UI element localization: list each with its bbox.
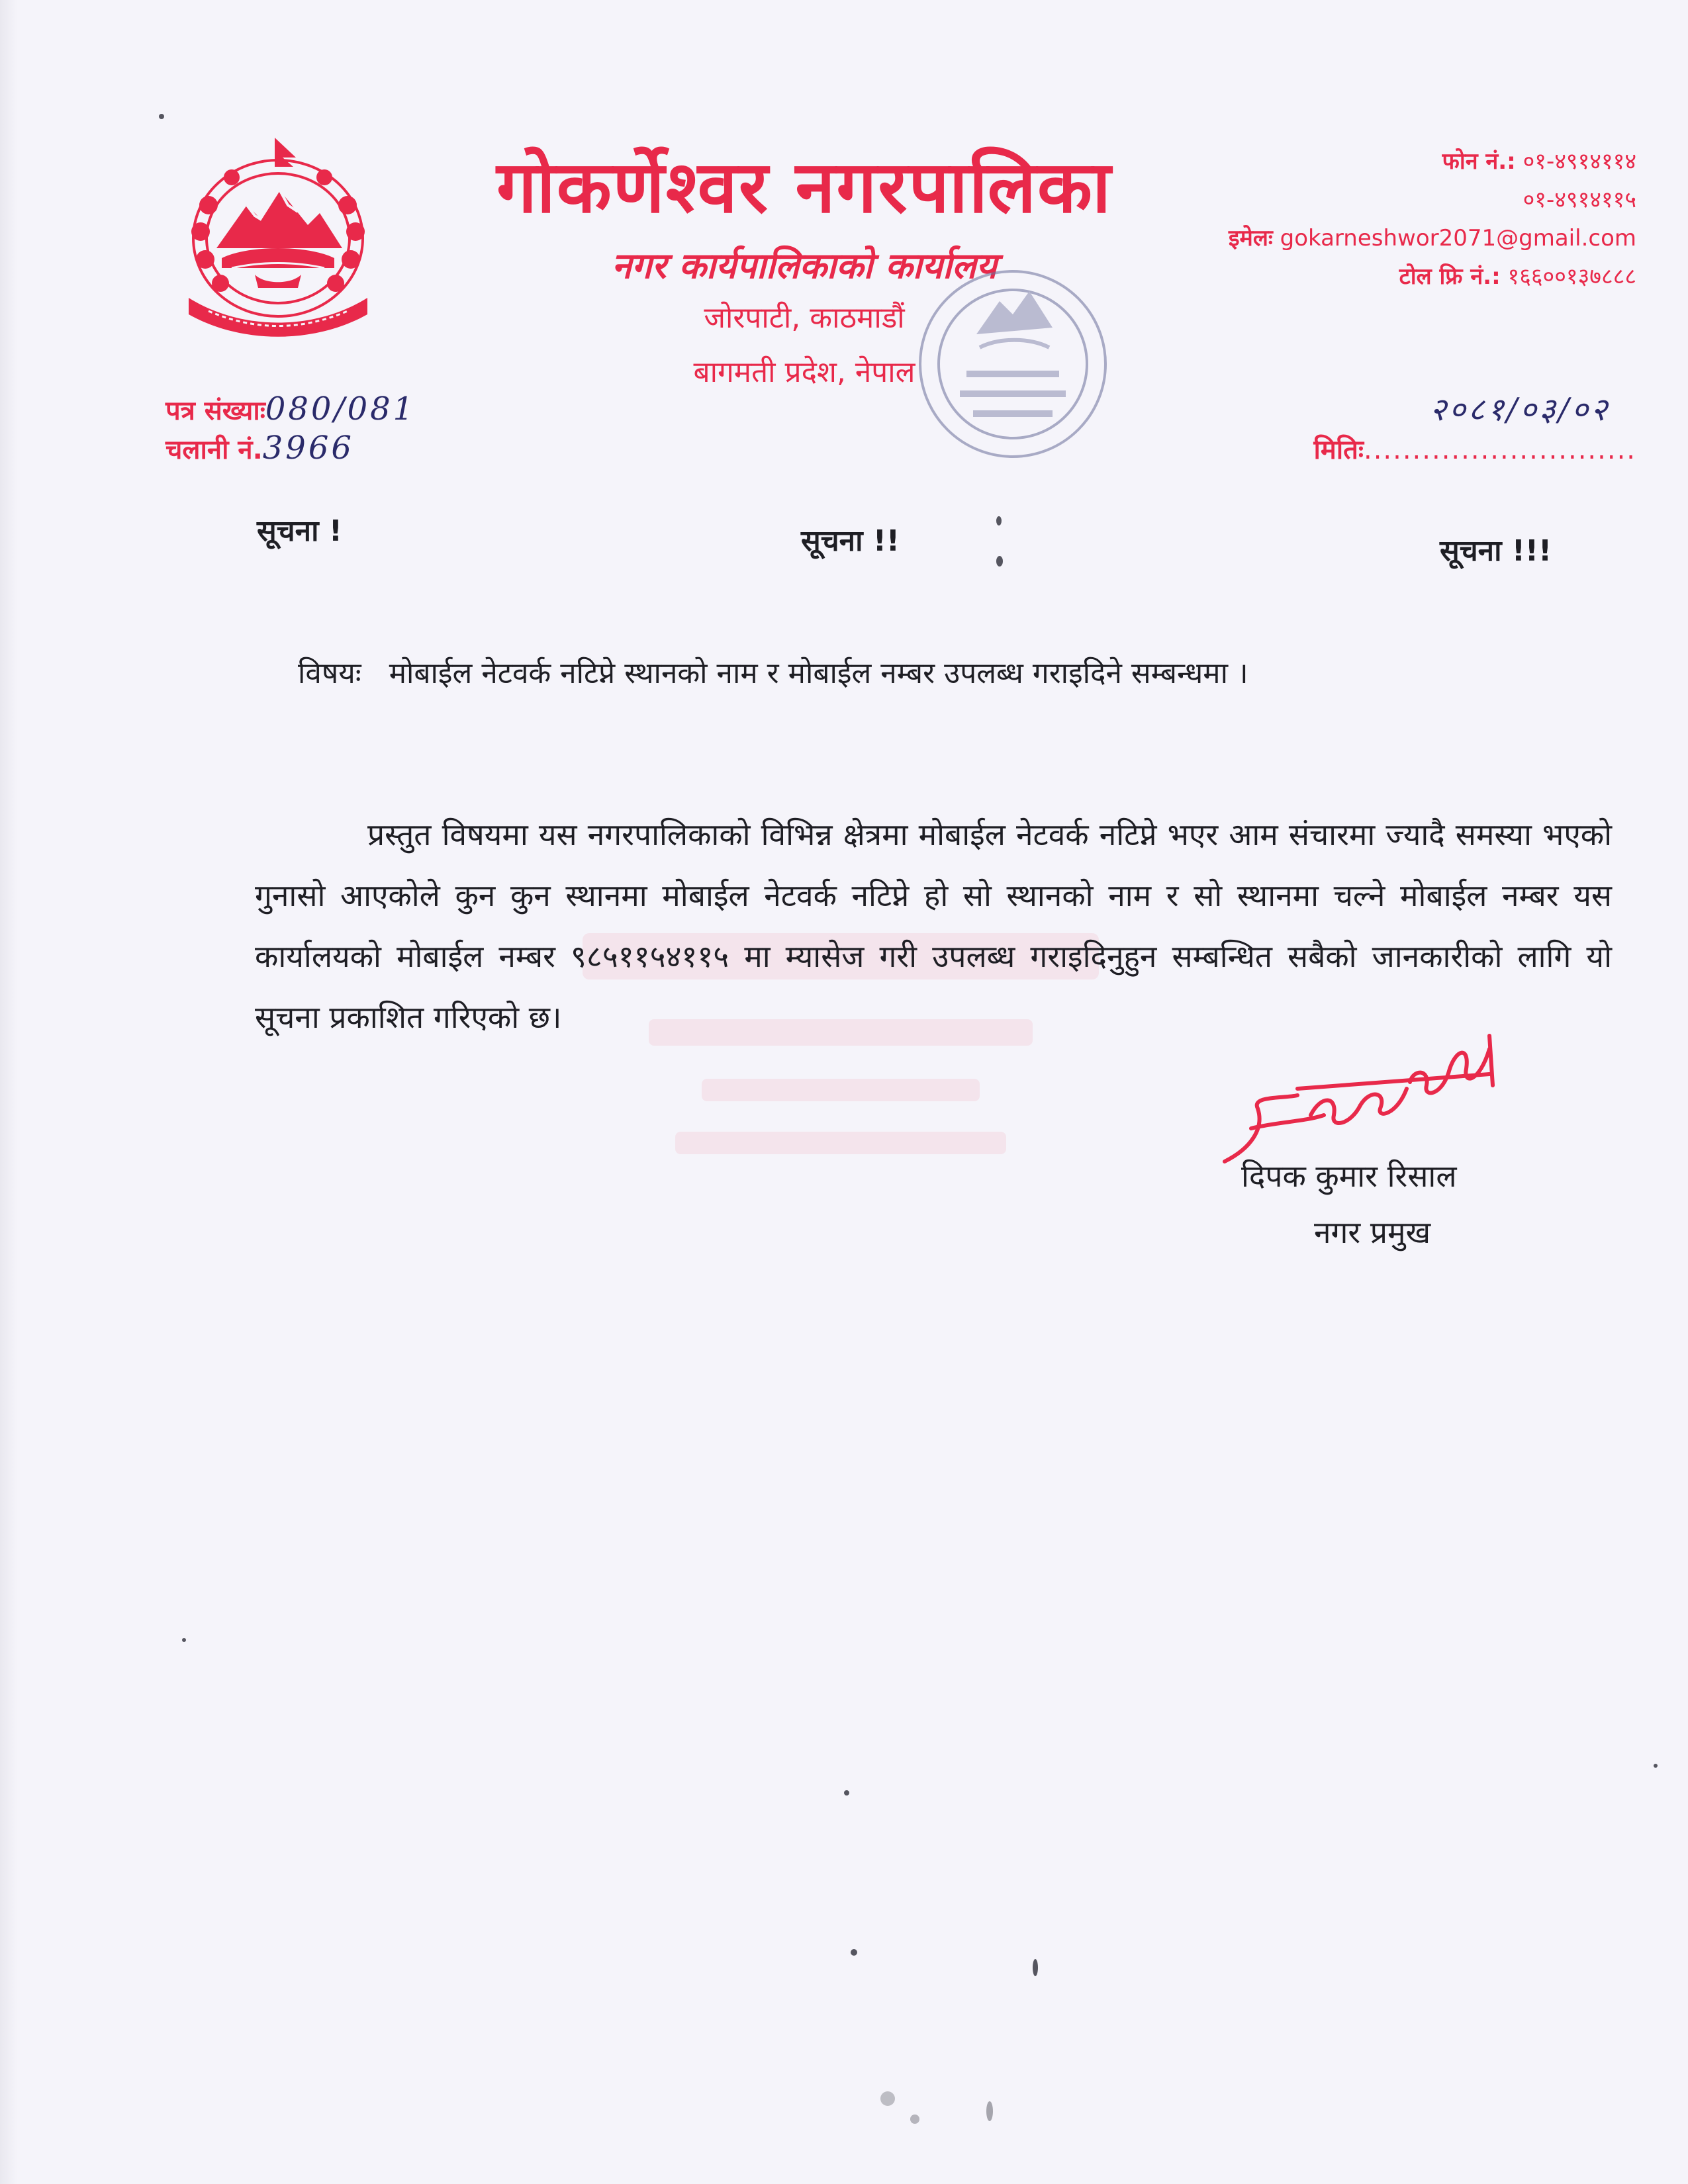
letter-number-label: पत्र संख्याः [165, 396, 265, 426]
phone-label: फोन नं.: [1442, 148, 1516, 175]
email-label: इमेलः [1228, 225, 1273, 251]
scan-speck [910, 2115, 919, 2124]
subject-label: विषयः [298, 657, 361, 690]
phone-row [1229, 142, 1636, 181]
scan-speck [182, 1638, 186, 1642]
phone-number-1: ०१-४९१४११४ [1523, 148, 1636, 175]
scan-speck [1033, 1959, 1038, 1976]
address-line-2: बागमती प्रदेश, नेपाल [693, 355, 915, 389]
nepal-emblem-icon [169, 132, 387, 338]
scan-speck [996, 556, 1003, 567]
subject-text: मोबाईल नेटवर्क नटिप्ने स्थानको नाम र मोबाईल नम्बर उपलब्ध गराइदिने सम्बन्धमा । [389, 657, 1248, 690]
address-line-1: जोरपाटी, काठमाडौं [704, 301, 905, 335]
scan-edge-shadow [0, 0, 17, 2184]
date-value: २०८१/०३/०२ [1429, 391, 1610, 428]
signatory-title: नगर प्रमुख [1314, 1214, 1431, 1250]
letter-number-row [165, 390, 416, 430]
tollfree-number: १६६००१३७८८८ [1507, 263, 1636, 290]
email-row [1229, 219, 1636, 257]
scan-speck [880, 2091, 895, 2106]
scan-speck [996, 516, 1002, 525]
scan-speck [1654, 1764, 1658, 1768]
notice-heading-2: सूचना !! [801, 524, 900, 558]
subject-line [298, 652, 1248, 692]
tollfree-label: टोल फ्रि नं.: [1399, 263, 1501, 290]
office-stamp-icon [914, 255, 1112, 473]
dispatch-number-row [165, 430, 416, 469]
email-address: gokarneshwor2071@gmail.com [1280, 225, 1636, 251]
dispatch-number-label: चलानी नं. [165, 435, 263, 465]
reference-block [165, 390, 416, 469]
date-block [1313, 387, 1636, 467]
date-dots: ............................ [1363, 435, 1636, 465]
body-paragraph [255, 804, 1612, 1048]
scan-speck [851, 1949, 857, 1956]
scan-speck [159, 114, 164, 119]
body-text: प्रस्तुत विषयमा यस नगरपालिकाको विभिन्न क्षेत्रमा मोबाईल नेटवर्क नटिप्ने भएर आम संचारमा ज्यादै समस्या भएको गुनासो आएकोले कुन कुन स्थानमा मोबाईल नेटवर्क नटिप्ने हो सो स्थानको नाम र सो स्थानमा चल्ने मोबाईल नम्बर यस कार्यालयको मोबाईल नम्बर ९८५११५४११५ मा म्यासेज गरी उपलब्ध गराइदिनुहुन सम्बन्धित सबैको जानकारीको लागि यो सूचना प्रकाशित गरिएको छ। [255, 817, 1612, 1035]
notice-heading-1: सूचना ! [257, 514, 342, 548]
contact-block [1229, 142, 1636, 296]
office-name: नगर कार्यपालिकाको कार्यालय [612, 245, 997, 287]
tollfree-row [1229, 257, 1636, 296]
dispatch-number-value: 3966 [262, 430, 354, 467]
signatory-name: दिपक कुमार रिसाल [1241, 1158, 1457, 1194]
letter-number-value: 080/081 [265, 390, 416, 428]
date-line [1313, 430, 1636, 467]
notice-heading-3: सूचना !!! [1440, 534, 1552, 568]
date-label: मितिः [1313, 435, 1364, 465]
org-name: गोकर्णेश्वर नगरपालिका [496, 146, 1112, 229]
phone-row-2 [1229, 181, 1636, 219]
phone-number-2: ०१-४९१४११५ [1523, 187, 1636, 213]
scan-speck [844, 1790, 849, 1796]
scan-speck [986, 2101, 993, 2121]
